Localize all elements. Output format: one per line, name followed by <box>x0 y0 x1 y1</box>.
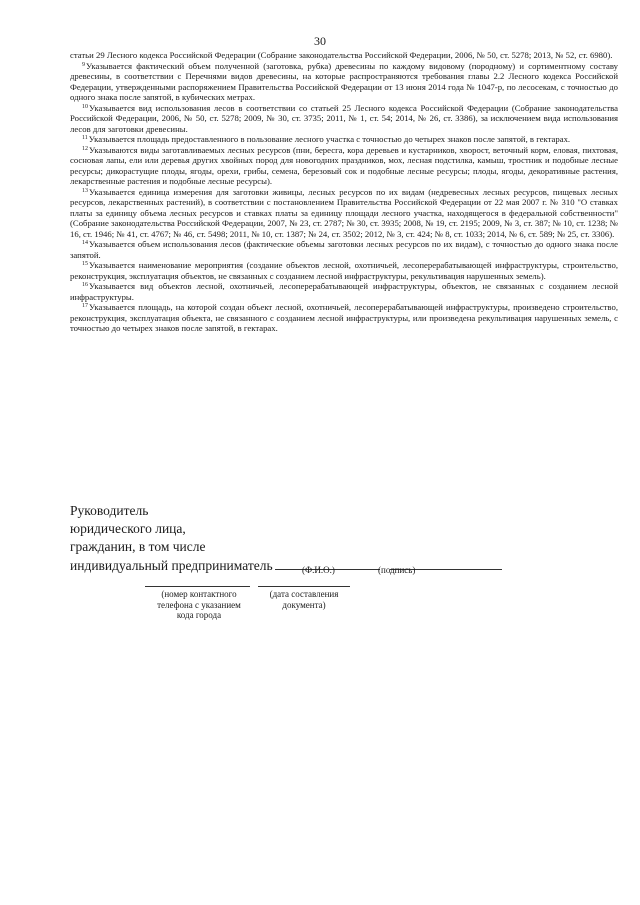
footnote-11 <box>70 134 618 145</box>
footnote-text: Указывается объем использования лесов (фактические объемы заготовки лесных ресурсов по их видам), с точностью до одного знака после запятой. <box>70 239 618 260</box>
footnote-number: 16 <box>82 282 88 288</box>
signature-caption: (подпись) <box>378 565 416 575</box>
footnote-17 <box>70 302 618 334</box>
footnote-14 <box>70 239 618 260</box>
phone-caption-line: телефона с указанием <box>157 599 241 610</box>
date-caption-line: документа) <box>282 599 326 610</box>
footnote-12 <box>70 145 618 187</box>
footnote-number: 9 <box>82 61 85 68</box>
signatory-title-line: гражданин, в том числе <box>70 539 206 554</box>
footnote-text: статьи 29 Лесного кодекса Российской Федерации (Собрание законодательства Российской Федерации, 2006, № 50, ст. 5278; 2013, № 52, ст. 6980). <box>70 50 613 60</box>
footnote-number: 13 <box>82 187 88 194</box>
phone-caption-line: кода города <box>176 610 222 620</box>
footnote-number: 11 <box>82 135 88 141</box>
footnote-text: Указывается вид использования лесов в соответствии со статьей 25 Лесного кодекса Российской Федерации (Собрание законодательства Российской Федерации, 2006, № 50, ст. 5278; 2009, № 30, ст. 3735; 2011, № 1, ст. 54; 2014, № 26, ст. 3386), за исключением вида использования лесов для заготовки древесины. <box>70 102 618 134</box>
signatory-title-line: юридического лица, <box>70 521 186 536</box>
phone-blank-line <box>145 586 250 587</box>
footnote-16 <box>70 281 618 302</box>
date-blank-line <box>258 586 350 587</box>
footnote-text: Указывается площадь, на которой создан объект лесной, охотничьей, лесоперерабатывающей инфраструктуры, произведено строительство, реконструкция, эксплуатация объекта, не связанного с созданием лесной инфраструктуры, или произведена рекультивация нарушенных земель, с точностью до четырех знаков после запятой, в гектарах. <box>70 302 618 333</box>
footnote-number: 14 <box>82 240 88 246</box>
footnote-15 <box>70 260 618 281</box>
date-caption <box>256 589 352 610</box>
signatory-title-line: Руководитель <box>70 503 149 518</box>
footnote-text: Указывается фактический объем полученной (заготовка, рубка) древесины по каждому видовому (породному) и сортиментному составу древесины, в соответствии с Перечнями видов древесины, на которые распространяются требования главы 2.2 Лесного кодекса Российской Федерации, утвержденными распоряжением Правительства Российской Федерации от 13 июня 2014 года № 1047-р, по лесосекам, с точностью до одного знака после запятой, в кубических метрах. <box>70 60 618 102</box>
date-caption-line: (дата составления <box>269 589 339 599</box>
footnote-text: Указывается единица измерения для заготовки живицы, лесных ресурсов по их видам (недревесных лесных ресурсов, пищевых лесных ресурсов, лекарственных растений), в соответствии с постановлением Правительства Российской Федерации от 22 мая 2007 г. № 310 "О ставках платы за единицу объема лесных ресурсов и ставках платы за единицу площади лесного участка, находящегося в федеральной собственности" (Собрание законодательства Российской Федерации, 2007, № 23, ст. 2787; № 30, ст. 3935; 2008, № 19, ст. 2195; 2009, № 3, ст. 387; № 10, ст. 1238; № 16, ст. 1946; № 41, ст. 4767; № 46, ст. 5498; 2011, № 10, ст. 1387; № 24, ст. 3502; 2012, № 3, ст. 424; № 8, ст. 1033; 2014, № 6, ст. 589; № 25, ст. 3306). <box>70 186 618 239</box>
footnotes-block <box>70 50 618 334</box>
signatory-title-text: индивидуальный предприниматель <box>70 558 273 573</box>
footnote-number: 17 <box>82 303 88 309</box>
footnote-number: 15 <box>82 261 88 267</box>
phone-caption <box>143 589 255 621</box>
footnote-continuation <box>70 50 618 61</box>
page-number: 30 <box>314 34 326 48</box>
phone-caption-line: (номер контактного <box>161 589 237 599</box>
footnote-text: Указываются виды заготавливаемых лесных ресурсов (пни, бересга, кора деревьев и кустарников, хворост, веточный корм, еловая, пихтовая, сосновая лапы, ели или деревья других хвойных пород для новогодних праздников, мох, лесная подстилка, камыш, тростник и подобные лесные ресурсы; дикорастущие плоды, ягоды, орехи, грибы, семена, березовый сок и подобные лесные ресурсы; плоды, ягоды, декоративные растения, лекарственные растения и подобные лесные ресурсы). <box>70 144 618 186</box>
footnote-text: Указывается наименование мероприятия (создание объектов лесной, охотничьей, лесоперерабатывающей инфраструктуры, строительство, реконструкция, эксплуатация объектов, не связанных с созданием лесной инфраструктуры, рекультивация нарушенных земель). <box>70 260 618 281</box>
footnote-text: Указывается площадь предоставленного в пользование лесного участка с точностью до четырех знаков после запятой, в гектарах. <box>88 134 571 144</box>
fio-caption: (Ф.И.О.) <box>302 565 335 575</box>
footnote-9 <box>70 61 618 103</box>
footnote-number: 10 <box>82 103 88 110</box>
footnote-10 <box>70 103 618 135</box>
footnote-13 <box>70 187 618 240</box>
footnote-number: 12 <box>82 145 88 152</box>
footnote-text: Указывается вид объектов лесной, охотничьей, лесоперерабатывающей инфраструктуры, объектов, не связанных с созданием лесной инфраструктуры. <box>70 281 618 302</box>
